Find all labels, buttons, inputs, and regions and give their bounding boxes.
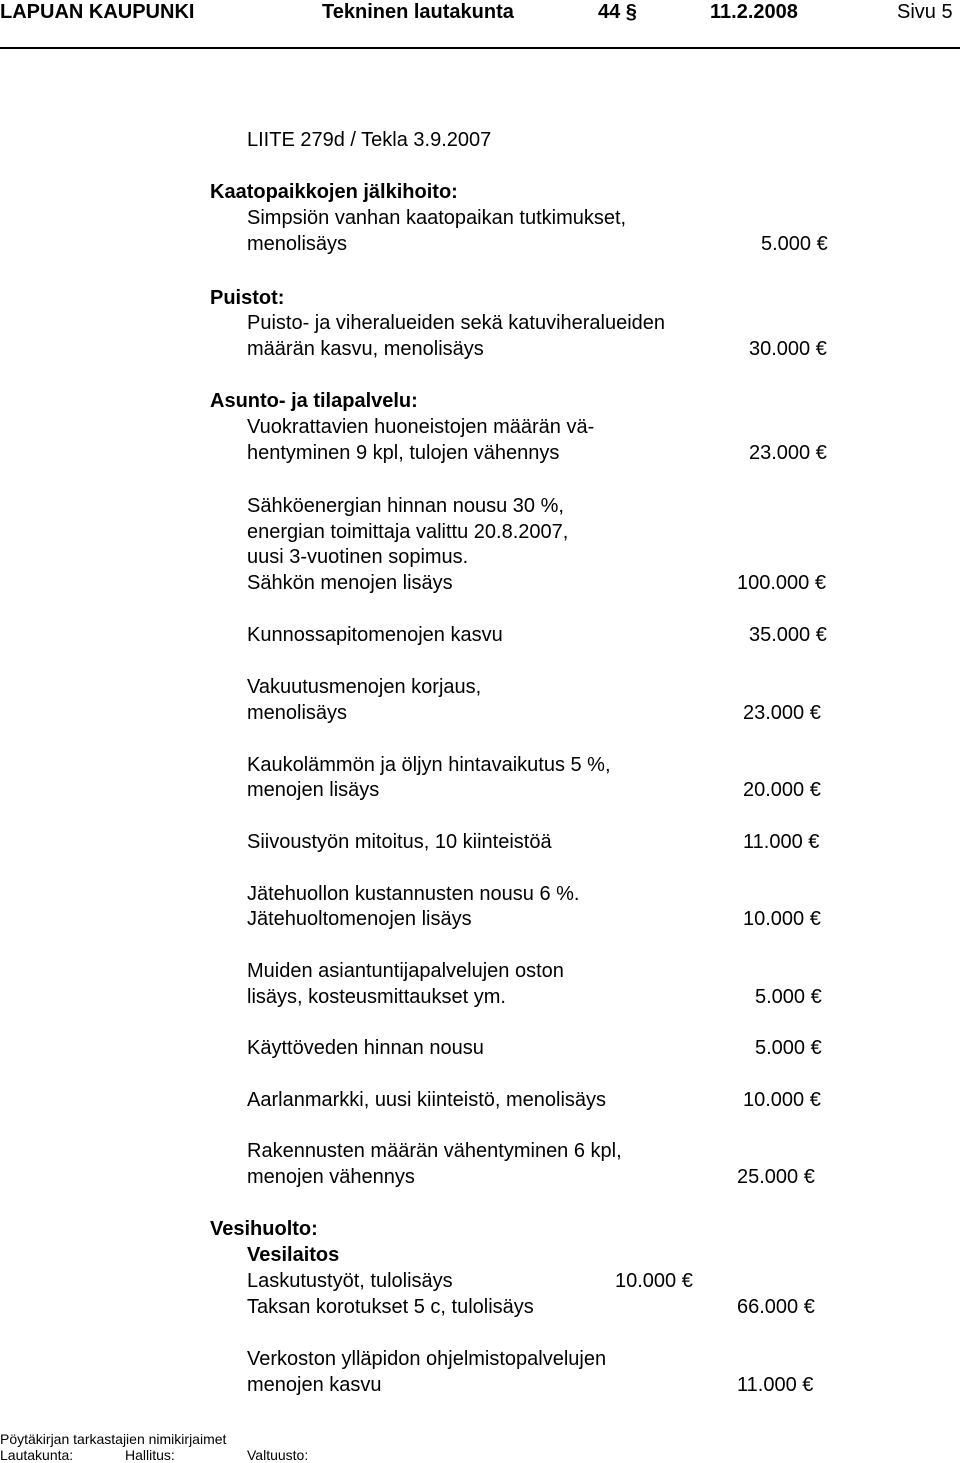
section-heading: Puistot: [210,287,285,309]
page-number: Sivu 5 [897,1,953,23]
header-rule [0,47,960,49]
item-text: menolisäys [247,702,348,724]
item-text: määrän kasvu, menolisäys [247,338,484,360]
item-amount: 25.000 € [737,1166,815,1188]
item-text: uusi 3-vuotinen sopimus. [247,546,469,568]
subsection-heading: Vesilaitos [247,1244,340,1266]
item-amount: 30.000 € [749,338,827,360]
attachment-reference: LIITE 279d / Tekla 3.9.2007 [247,129,492,151]
section-heading: Asunto- ja tilapalvelu: [210,390,418,412]
item-text: menojen vähennys [247,1166,415,1188]
item-text: Sähköenergian hinnan nousu 30 %, [247,495,564,517]
item-text: Muiden asiantuntijapalvelujen oston [247,960,564,982]
section-heading: Kaatopaikkojen jälkihoito: [210,181,458,203]
item-text: menojen lisäys [247,779,380,801]
item-text: Vuokrattavien huoneistojen määrän vä- [247,416,595,438]
item-amount: 20.000 € [743,779,821,801]
organization-name: LAPUAN KAUPUNKI [0,1,195,23]
committee-name: Tekninen lautakunta [322,1,514,23]
footer-committee-label: Lautakunta: [0,1447,74,1463]
footer-council-label: Valtuusto: [247,1447,309,1463]
item-text: Verkoston ylläpidon ohjelmistopalvelujen [247,1348,607,1370]
item-amount: 5.000 € [755,986,822,1008]
item-text: energian toimittaja valittu 20.8.2007, [247,521,569,543]
meeting-date: 11.2.2008 [710,1,798,23]
item-amount: 35.000 € [749,624,827,646]
item-text: Kaukolämmön ja öljyn hintavaikutus 5 %, [247,754,611,776]
item-amount: 23.000 € [743,702,821,724]
section-number: 44 § [598,1,637,23]
section-heading: Vesihuolto: [210,1218,318,1240]
item-text: Vakuutusmenojen korjaus, [247,676,482,698]
item-amount: 11.000 € [737,1374,814,1396]
item-amount: 11.000 € [743,831,820,853]
item-text: Kunnossapitomenojen kasvu [247,624,503,646]
item-text: Siivoustyön mitoitus, 10 kiinteistöä [247,831,552,853]
item-text: Käyttöveden hinnan nousu [247,1037,484,1059]
item-amount: 66.000 € [737,1296,815,1318]
item-text: Sähkön menojen lisäys [247,572,453,594]
item-text: Jätehuoltomenojen lisäys [247,908,472,930]
item-amount: 23.000 € [749,442,827,464]
item-text: Simpsiön vanhan kaatopaikan tutkimukset, [247,207,627,229]
item-text: menolisäys [247,233,348,255]
item-text: Puisto- ja viheralueiden sekä katuviheralueiden [247,312,666,334]
item-amount: 10.000 € [615,1270,693,1292]
item-amount: 5.000 € [755,1037,822,1059]
item-text: lisäys, kosteusmittaukset ym. [247,986,506,1008]
footer-initials-label: Pöytäkirjan tarkastajien nimikirjaimet [0,1431,227,1447]
item-text: Taksan korotukset 5 c, tulolisäys [247,1296,534,1318]
item-amount: 10.000 € [743,908,821,930]
page-header [0,0,960,50]
item-text: Jätehuollon kustannusten nousu 6 %. [247,883,580,905]
item-amount: 10.000 € [743,1089,821,1111]
item-text: Laskutustyöt, tulolisäys [247,1270,453,1292]
footer-board-label: Hallitus: [125,1447,175,1463]
item-text: Rakennusten määrän vähentyminen 6 kpl, [247,1140,622,1162]
item-amount: 5.000 € [761,233,828,255]
item-amount: 100.000 € [737,572,826,594]
item-text: Aarlanmarkki, uusi kiinteistö, menolisäys [247,1089,607,1111]
item-text: menojen kasvu [247,1374,382,1396]
item-text: hentyminen 9 kpl, tulojen vähennys [247,442,560,464]
